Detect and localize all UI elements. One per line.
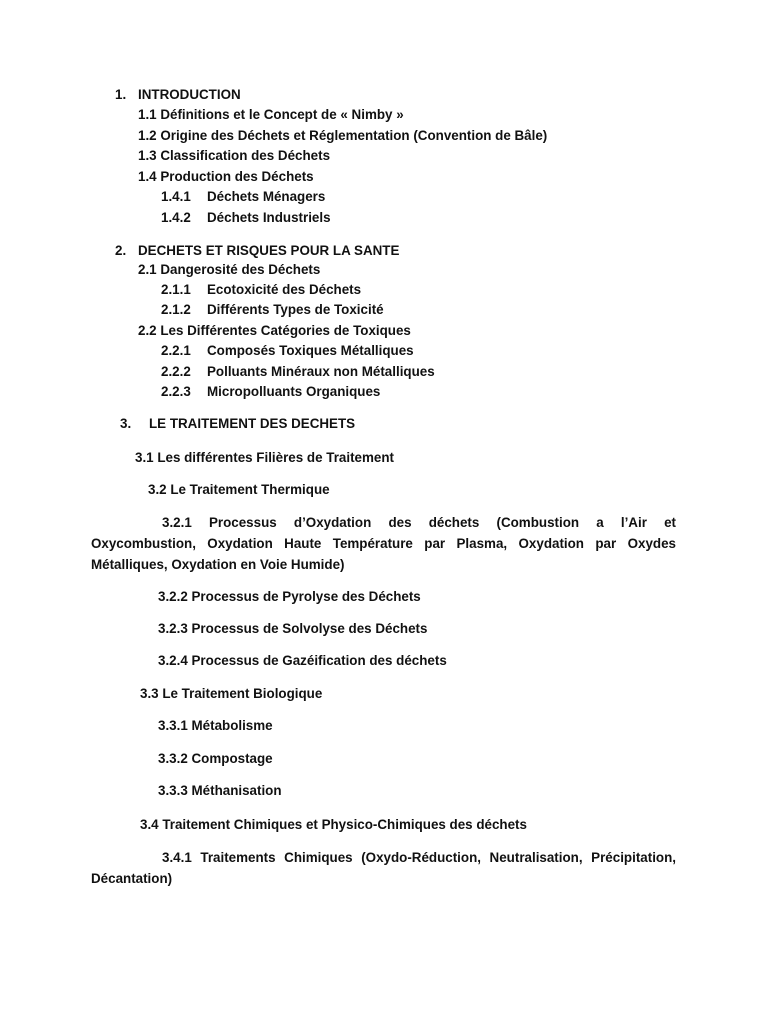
item-title: Déchets Industriels <box>207 210 331 225</box>
toc-item-3-4-1 <box>91 847 676 889</box>
item-number: 2.1.2 <box>161 302 191 317</box>
toc-item-1-4-2 <box>161 208 331 228</box>
section-title: LE TRAITEMENT DES DECHETS <box>149 416 356 431</box>
toc-item-1-1: 1.1 Définitions et le Concept de « Nimby » <box>138 107 404 122</box>
toc-item-1-4: 1.4 Production des Déchets <box>138 169 314 184</box>
toc-item-3-3-2: 3.3.2 Compostage <box>158 751 273 766</box>
section-2-heading <box>115 241 399 261</box>
toc-item-3-2: 3.2 Le Traitement Thermique <box>148 482 330 497</box>
section-number: 2. <box>115 243 127 258</box>
item-title: Ecotoxicité des Déchets <box>207 282 362 297</box>
toc-item-3-2-2: 3.2.2 Processus de Pyrolyse des Déchets <box>158 589 421 604</box>
item-title: Déchets Ménagers <box>207 189 326 204</box>
toc-item-2-2: 2.2 Les Différentes Catégories de Toxiques <box>138 323 411 338</box>
section-title: INTRODUCTION <box>138 87 241 102</box>
toc-item-3-3-1: 3.3.1 Métabolisme <box>158 718 273 733</box>
toc-item-1-2: 1.2 Origine des Déchets et Réglementation (Convention de Bâle) <box>138 128 548 143</box>
toc-item-3-3: 3.3 Le Traitement Biologique <box>140 686 323 701</box>
item-title: Composés Toxiques Métalliques <box>207 343 414 358</box>
toc-item-2-2-1 <box>161 341 414 361</box>
toc-item-2-1-1 <box>161 280 361 300</box>
item-title: Différents Types de Toxicité <box>207 302 384 317</box>
toc-item-3-3-3: 3.3.3 Méthanisation <box>158 783 282 798</box>
toc-item-1-3: 1.3 Classification des Déchets <box>138 148 331 163</box>
toc-item-3-2-4: 3.2.4 Processus de Gazéification des déchets <box>158 653 447 668</box>
toc-item-3-4: 3.4 Traitement Chimiques et Physico-Chimiques des déchets <box>140 817 527 832</box>
item-text: 3.4.1 Traitements Chimiques (Oxydo-Réduction, Neutralisation, Précipitation, Décantation) <box>91 850 676 886</box>
toc-item-2-1-2 <box>161 300 384 320</box>
toc-item-3-2-3: 3.2.3 Processus de Solvolyse des Déchets <box>158 621 428 636</box>
item-number: 2.2.2 <box>161 364 191 379</box>
item-title: Polluants Minéraux non Métalliques <box>207 364 435 379</box>
item-title: Micropolluants Organiques <box>207 384 381 399</box>
item-number: 2.2.1 <box>161 343 191 358</box>
toc-item-3-1: 3.1 Les différentes Filières de Traitement <box>135 450 394 465</box>
item-number: 2.2.3 <box>161 384 191 399</box>
section-title: DECHETS ET RISQUES POUR LA SANTE <box>138 243 400 258</box>
section-3-heading <box>120 414 355 434</box>
section-number: 3. <box>120 416 132 431</box>
item-number: 2.1.1 <box>161 282 191 297</box>
toc-item-2-1: 2.1 Dangerosité des Déchets <box>138 262 321 277</box>
item-text: 3.2.1 Processus d’Oxydation des déchets (Combustion a l’Air et Oxycombustion, Oxydation Haute Température par Plasma, Oxydation par Oxydes Métalliques, Oxydation en Voie Humide) <box>91 515 676 572</box>
toc-item-1-4-1 <box>161 187 325 207</box>
toc-item-2-2-2 <box>161 362 435 382</box>
toc-item-2-2-3 <box>161 382 380 402</box>
item-number: 1.4.2 <box>161 210 191 225</box>
section-number: 1. <box>115 87 127 102</box>
toc-item-3-2-1 <box>91 512 676 575</box>
item-number: 1.4.1 <box>161 189 191 204</box>
section-1-heading <box>115 85 241 105</box>
